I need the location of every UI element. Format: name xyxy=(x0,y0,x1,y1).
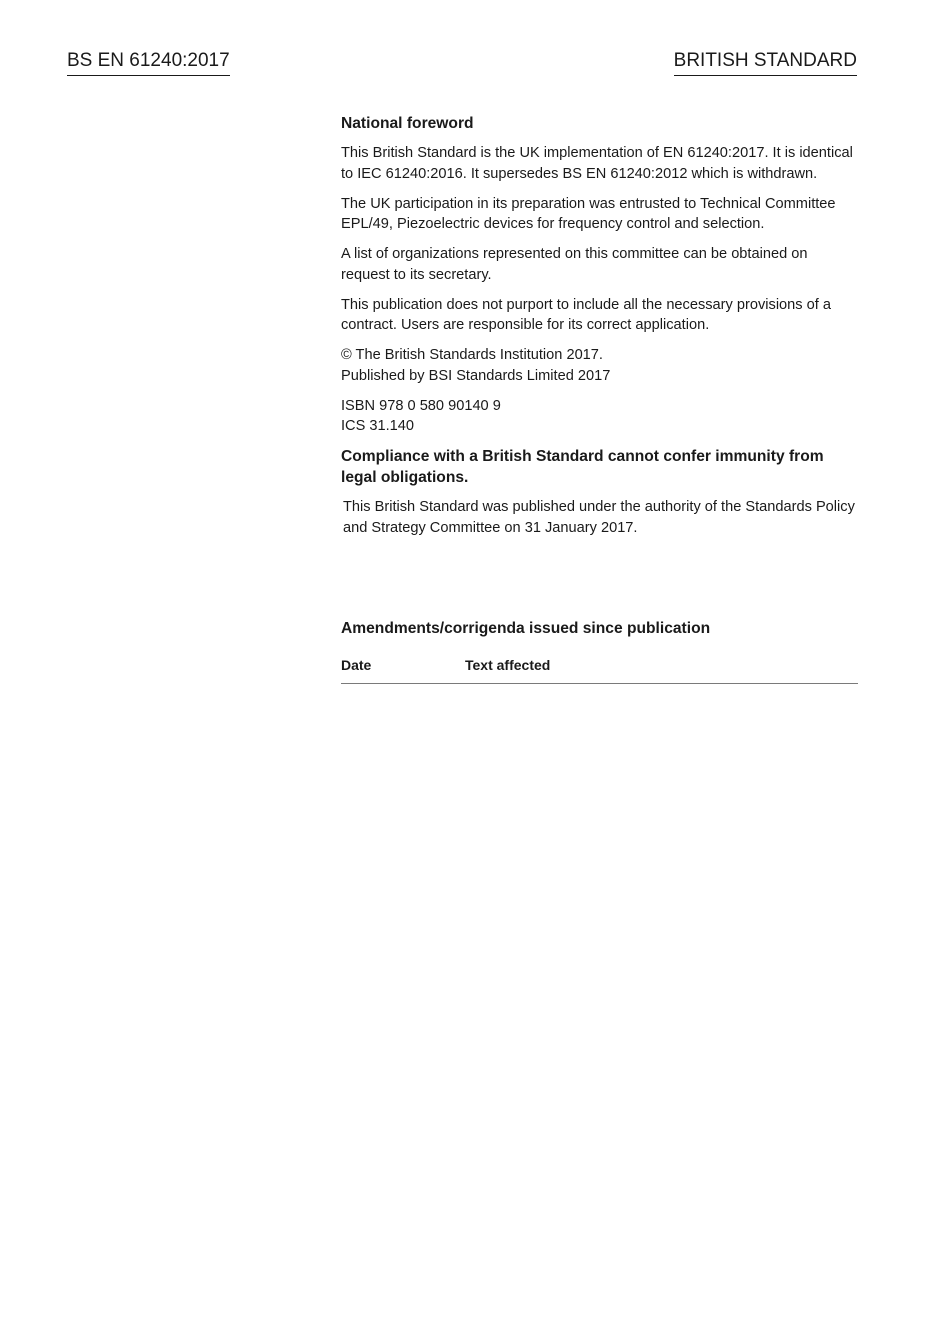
standard-type-header: BRITISH STANDARD xyxy=(674,50,857,76)
compliance-statement: Compliance with a British Standard cannot confer immunity from legal obligations. xyxy=(341,448,824,486)
foreword-paragraph: This publication does not purport to include all the necessary provisions of a contract. Users are responsible for its correct application. xyxy=(341,296,831,333)
national-foreword-title: National foreword xyxy=(341,115,474,132)
publisher-line: Published by BSI Standards Limited 2017 xyxy=(341,367,611,384)
national-foreword-section xyxy=(341,113,858,548)
copyright-block xyxy=(341,345,858,386)
authority-statement: This British Standard was published under the authority of the Standards Policy and Strategy Committee on 31 January 2017. xyxy=(343,499,855,536)
document-code-header: BS EN 61240:2017 xyxy=(67,50,230,76)
foreword-paragraph: The UK participation in its preparation was entrusted to Technical Committee EPL/49, Piezoelectric devices for frequency control and selection. xyxy=(341,195,836,232)
identifier-block xyxy=(341,396,858,437)
amendments-table xyxy=(341,655,858,684)
text-affected-column-header: Text affected xyxy=(465,657,551,673)
date-column-header: Date xyxy=(341,657,372,673)
isbn-line: ISBN 978 0 580 90140 9 xyxy=(341,397,501,414)
ics-line: ICS 31.140 xyxy=(341,418,415,434)
copyright-line: © The British Standards Institution 2017. xyxy=(341,347,603,363)
foreword-paragraph: This British Standard is the UK implementation of EN 61240:2017. It is identical to IEC 61240:2016. It supersedes BS EN 61240:2012 which is withdrawn. xyxy=(341,145,853,182)
foreword-paragraph: A list of organizations represented on this committee can be obtained on request to its secretary. xyxy=(341,246,808,283)
amendments-title: Amendments/corrigenda issued since publication xyxy=(341,620,711,637)
